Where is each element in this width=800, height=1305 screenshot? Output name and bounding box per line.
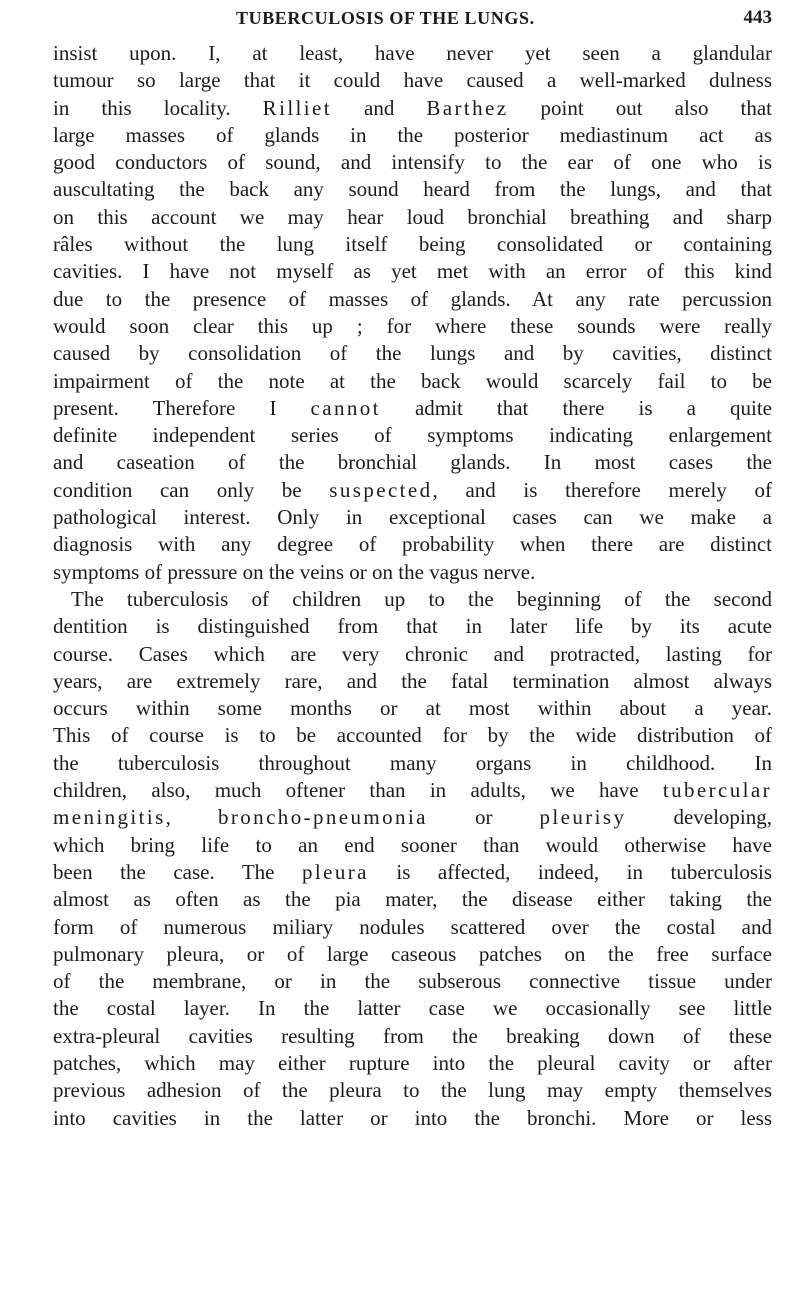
spaced-emphasis-text: Rilliet (262, 95, 332, 120)
text-run: course. Cases which are very chronic and protracted, lasting for (53, 641, 772, 666)
text-run: dentition is distinguished from that in later life by its acute (53, 614, 772, 639)
text-line (53, 313, 772, 340)
body-text (53, 40, 772, 1132)
running-head (0, 6, 800, 36)
text-run: the costal layer. In the latter case we occasionally see little (53, 996, 772, 1021)
text-line (53, 449, 772, 476)
text-run: previous adhesion of the pleura to the lung may empty themselves (53, 1078, 772, 1103)
text-run: good conductors of sound, and intensify to the ear of one who is (53, 150, 772, 175)
text-line (53, 995, 772, 1022)
text-run: râles without the lung itself being consolidated or containing (53, 232, 772, 257)
text-line (53, 914, 772, 941)
text-line (53, 422, 772, 449)
text-run: almost as often as the pia mater, the disease either taking the (53, 887, 772, 912)
text-run: and caseation of the bronchial glands. In most cases the (53, 450, 772, 475)
text-line (53, 968, 772, 995)
text-run: point out also that (508, 95, 772, 120)
text-run: developing, (626, 805, 772, 830)
text-line (53, 531, 772, 558)
text-line (53, 941, 772, 968)
text-line (53, 641, 772, 668)
text-run: The tuberculosis of children up to the beginning of the second (71, 586, 772, 611)
text-run: which bring life to an end sooner than would otherwise have (53, 832, 772, 857)
text-line (53, 1050, 772, 1077)
text-run: extra-pleural cavities resulting from the breaking down of these (53, 1023, 772, 1048)
spaced-emphasis-text: meningitis (53, 805, 166, 830)
text-run: due to the presence of masses of glands. At any rate percussion (53, 286, 772, 311)
text-run: , and is therefore merely of (432, 477, 772, 502)
text-line (53, 613, 772, 640)
spaced-emphasis-text: suspected (329, 477, 433, 502)
text-run: definite independent series of symptoms indicating enlargement (53, 423, 772, 448)
text-line (53, 1077, 772, 1104)
text-run: large masses of glands in the posterior mediastinum act as (53, 122, 772, 147)
text-line (53, 695, 772, 722)
text-line (53, 67, 772, 94)
text-line (53, 504, 772, 531)
text-run: is affected, indeed, in tuberculosis (368, 859, 772, 884)
text-line (53, 368, 772, 395)
text-run: patches, which may either rupture into the pleural cavity or after (53, 1050, 772, 1075)
text-line (53, 477, 772, 504)
text-run: form of numerous miliary nodules scattered over the costal and (53, 914, 772, 939)
text-run: would soon clear this up ; for where these sounds were really (53, 313, 772, 338)
text-line (53, 1105, 772, 1132)
text-line (53, 1023, 772, 1050)
text-line (53, 122, 772, 149)
text-line (53, 340, 772, 367)
text-line (53, 40, 772, 67)
spaced-emphasis-text: pleurisy (539, 805, 627, 830)
text-run: auscultating the back any sound heard from the lungs, and that (53, 177, 772, 202)
text-run: impairment of the note at the back would scarcely fail to be (53, 368, 772, 393)
text-run: of the membrane, or in the subserous connective tissue under (53, 969, 772, 994)
text-line (53, 149, 772, 176)
page-number: 443 (743, 7, 772, 28)
text-run: tumour so large that it could have caused a well-marked dulness (53, 68, 772, 93)
text-run: been the case. The (53, 859, 303, 884)
text-line (53, 859, 772, 886)
spaced-emphasis-text: tubercular (662, 778, 772, 803)
spaced-emphasis-text: pleura (302, 859, 369, 884)
text-line (53, 204, 772, 231)
text-run: the tuberculosis throughout many organs in childhood. In (53, 750, 772, 775)
text-run: on this account we may hear loud bronchial breathing and sharp (53, 204, 772, 229)
text-line (53, 750, 772, 777)
text-line (53, 559, 772, 586)
text-run: children, also, much oftener than in adults, we have (53, 778, 663, 803)
text-line (53, 886, 772, 913)
spaced-emphasis-text: Barthez (426, 95, 509, 120)
text-line (53, 286, 772, 313)
text-run: diagnosis with any degree of probability when there are distinct (53, 532, 772, 557)
text-run: cavities. I have not myself as yet met with an error of this kind (53, 259, 772, 284)
text-line (53, 231, 772, 258)
running-head-title: TUBERCULOSIS OF THE LUNGS. (236, 8, 535, 28)
text-line (53, 258, 772, 285)
text-run: occurs within some months or at most within about a year. (53, 696, 772, 721)
text-run: years, are extremely rare, and the fatal termination almost always (53, 668, 772, 693)
text-run: present. Therefore I (53, 395, 311, 420)
text-line (53, 777, 772, 804)
text-line (53, 804, 772, 831)
text-run: in this locality. (53, 95, 263, 120)
text-run: , (165, 805, 218, 830)
text-run: caused by consolidation of the lungs and by cavities, distinct (53, 341, 772, 366)
text-run: admit that there is a quite (380, 395, 772, 420)
text-line (53, 832, 772, 859)
text-line (53, 95, 772, 122)
text-line (53, 176, 772, 203)
text-line (53, 722, 772, 749)
text-run: insist upon. I, at least, have never yet seen a glandular (53, 41, 772, 65)
text-line (53, 395, 772, 422)
text-run: and (331, 95, 427, 120)
text-run: pulmonary pleura, or of large caseous patches on the free surface (53, 941, 772, 966)
text-line (53, 668, 772, 695)
spaced-emphasis-text: broncho-pneumonia (217, 805, 428, 830)
text-run: condition can only be (53, 477, 330, 502)
text-run: pathological interest. Only in exceptional cases can we make a (53, 505, 772, 530)
text-line (53, 586, 772, 613)
text-run: into cavities in the latter or into the bronchi. More or less (53, 1105, 772, 1130)
text-run: This of course is to be accounted for by the wide distribution of (53, 723, 772, 748)
spaced-emphasis-text: cannot (310, 395, 381, 420)
text-run: or (427, 805, 540, 830)
text-run: symptoms of pressure on the veins or on the vagus nerve. (53, 559, 536, 584)
